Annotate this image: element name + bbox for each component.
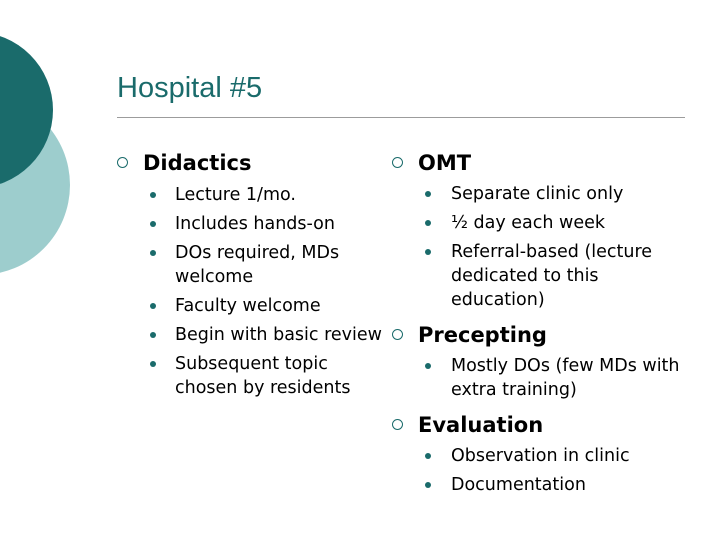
list-item-text: Documentation	[451, 475, 586, 495]
list-item	[143, 241, 387, 289]
list-item	[418, 354, 692, 402]
left-column	[117, 150, 387, 405]
dot-bullet-icon	[150, 303, 156, 309]
section-omt	[392, 150, 692, 312]
dot-bullet-icon	[425, 453, 431, 459]
section-heading: Precepting	[418, 323, 547, 347]
dot-bullet-icon	[425, 249, 431, 255]
section-didactics	[117, 150, 387, 400]
dot-bullet-icon	[150, 192, 156, 198]
list-item	[143, 352, 387, 400]
dot-bullet-icon	[150, 361, 156, 367]
dot-bullet-icon	[425, 482, 431, 488]
slide-title: Hospital #5	[117, 72, 263, 104]
section-heading: Evaluation	[418, 413, 544, 437]
right-column	[392, 150, 692, 507]
list-item-text: Lecture 1/mo.	[175, 185, 296, 205]
hollow-circle-bullet-icon	[392, 157, 403, 168]
list-item	[418, 240, 692, 312]
dot-bullet-icon	[150, 250, 156, 256]
list-item-text: Mostly DOs (few MDs with extra training)	[451, 356, 680, 400]
list-item-text: Observation in clinic	[451, 446, 630, 466]
list-item-text: ½ day each week	[451, 213, 606, 233]
hollow-circle-bullet-icon	[392, 329, 403, 340]
list-item	[143, 183, 387, 207]
hollow-circle-bullet-icon	[392, 419, 403, 430]
title-divider	[117, 117, 685, 118]
list-item-text: Faculty welcome	[175, 296, 321, 316]
list-item	[418, 473, 692, 497]
list-item	[418, 211, 692, 235]
list-item-text: DOs required, MDs welcome	[175, 243, 340, 287]
list-item-text: Subsequent topic chosen by residents	[175, 354, 351, 398]
list-item	[418, 182, 692, 206]
list-item-text: Referral-based (lecture dedicated to this education)	[451, 242, 653, 310]
list-item	[418, 444, 692, 468]
dot-bullet-icon	[425, 363, 431, 369]
bullet-list	[418, 182, 692, 312]
bullet-list	[143, 183, 387, 400]
bullet-list	[418, 444, 692, 497]
list-item	[143, 212, 387, 236]
section-heading: OMT	[418, 151, 472, 175]
section-evaluation	[392, 412, 692, 497]
list-item	[143, 294, 387, 318]
section-heading: Didactics	[143, 151, 252, 175]
dot-bullet-icon	[150, 221, 156, 227]
dot-bullet-icon	[425, 220, 431, 226]
list-item-text: Begin with basic review	[175, 325, 382, 345]
list-item-text: Separate clinic only	[451, 184, 624, 204]
hollow-circle-bullet-icon	[117, 157, 128, 168]
decorative-circles	[0, 0, 120, 300]
dot-bullet-icon	[425, 191, 431, 197]
list-item-text: Includes hands-on	[175, 214, 335, 234]
section-precepting	[392, 322, 692, 402]
bullet-list	[418, 354, 692, 402]
list-item	[143, 323, 387, 347]
dot-bullet-icon	[150, 332, 156, 338]
